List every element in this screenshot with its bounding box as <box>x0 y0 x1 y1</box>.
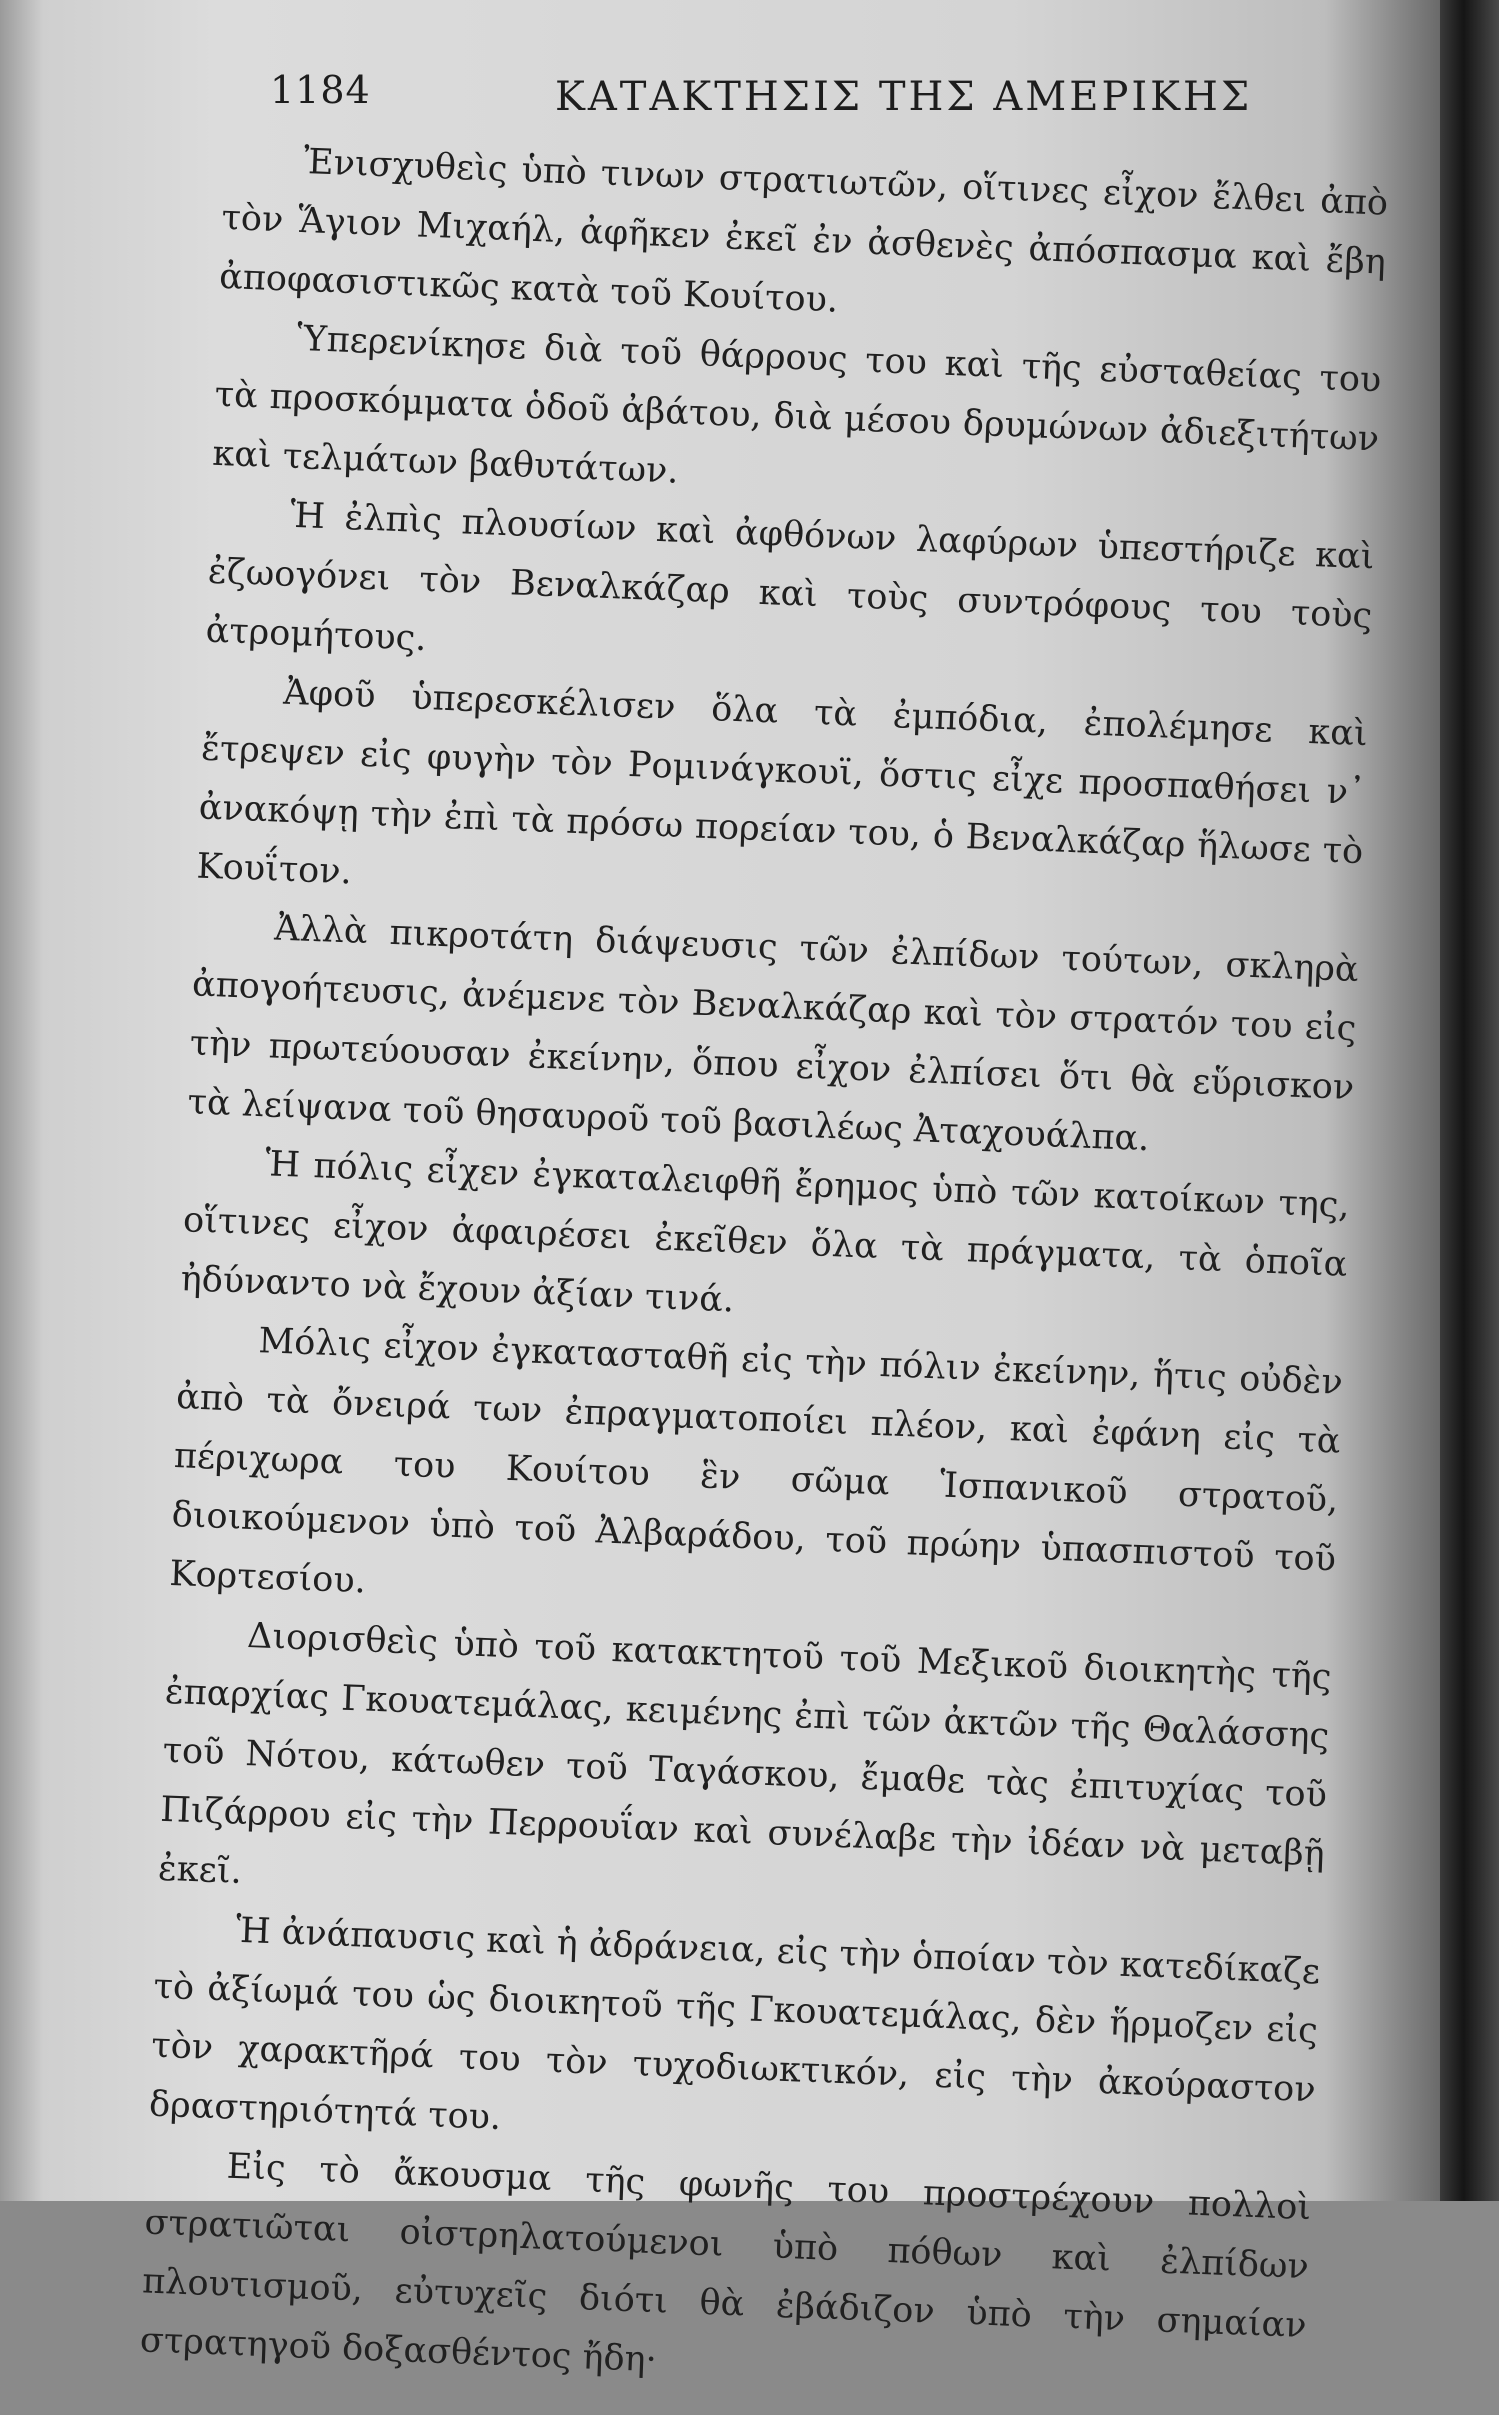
paragraph: Ἐνισχυθεὶς ὑπὸ τινων στρατιωτῶν, οἵτινες εἶχον ἔλθει ἀπὸ τὸν Ἅγιον Μιχαήλ, ἀφῆκεν ἐκεῖ ἐν ἀσθενὲς ἀπόσπασμα καὶ ἔβη ἀποφασιστικῶς κατὰ τοῦ Κουίτου. <box>218 142 1389 321</box>
paragraph: Εἰς τὸ ἄκουσμα τῆς φωνῆς του προστρέχουν πολλοὶ στρατιῶται οἰστρηλατούμενοι ὑπὸ πόθων καὶ ἐλπίδων πλουτισμοῦ, εὐτυχεῖς διότι θὰ ἐβάδιζον ὑπὸ τὴν σημαίαν στρατηγοῦ δοξασθέντος ἤδη· <box>139 2146 1312 2381</box>
paragraph: Ἀφοῦ ὑπερεσκέλισεν ὅλα τὰ ἐμπόδια, ἐπολέμησε καὶ ἔτρεψεν εἰς φυγὴν τὸν Ρομινάγκουϊ, ὅστις εἶχε προσπαθήσει ν᾽ ἀνακόψῃ τὴν ἐπὶ τὰ πρόσω πορείαν του, ὁ Βεναλκάζαρ ἥλωσε τὸ Κουΐτον. <box>195 672 1369 893</box>
running-title: ΚΑΤΑΚΤΗΣΙΣ ΤΗΣ ΑΜΕΡΙΚΗΣ <box>555 74 1253 120</box>
paragraph: Ἡ ἀνάπαυσις καὶ ἡ ἀδράνεια, εἰς τὴν ὁποίαν τὸν κατεδίκαζε τὸ ἀξίωμά του ὡς διοικητοῦ τῆς Γκουατεμάλας, δὲν ἥρμοζεν εἰς τὸν χαρακτῆρά του τὸν τυχοδιωκτικόν, εἰς τὴν ἀκούραστον δραστηριότητά του. <box>148 1910 1321 2139</box>
paragraph: Ἡ πόλις εἶχεν ἐγκαταλειφθῆ ἔρημος ὑπὸ τῶν κατοίκων της, οἵτινες εἶχον ἀφαιρέσει ἐκεῖθεν ὅλα τὰ πράγματα, τὰ ὁποῖα ἠδύναντο νὰ ἔχουν ἀξίαν τινά. <box>180 1144 1351 1321</box>
paragraph: Ἀλλὰ πικροτάτη διάψευσις τῶν ἐλπίδων τούτων, σκληρὰ ἀπογοήτευσις, ἀνέμενε τὸν Βεναλκάζαρ καὶ τὸν στρατόν του εἰς τὴν πρωτεύουσαν ἐκείνην, ὅπου εἶχον ἐλπίσει ὅτι θὰ εὕρισκον τὰ λείψανα τοῦ θησαυροῦ τοῦ βασιλέως Ἀταχουάλπα. <box>186 908 1360 1160</box>
page-header <box>0 58 1440 138</box>
paragraph: Ἡ ἐλπὶς πλουσίων καὶ ἀφθόνων λαφύρων ὑπεστήριζε καὶ ἐζωογόνει τὸν Βεναλκάζαρ καὶ τοὺς συντρόφους του τοὺς ἀτρομήτους. <box>204 495 1376 660</box>
body-text <box>139 130 1389 2415</box>
book-spine-shadow <box>1440 0 1499 2201</box>
page-number: 1184 <box>270 68 371 112</box>
paragraph: Ὑπερενίκησε διὰ τοῦ θάρρους του καὶ τῆς εὐσταθείας του τὰ προσκόμματα ὁδοῦ ἀβάτου, διὰ μέσου δρυμώνων ἀδιεξιτήτων καὶ τελμάτων βαθυτάτων. <box>211 318 1383 492</box>
paragraph: Διορισθεὶς ὑπὸ τοῦ κατακτητοῦ τοῦ Μεξικοῦ διοικητὴς τῆς ἐπαρχίας Γκουατεμάλας, κειμένης ἐπὶ τῶν ἀκτῶν τῆς Θαλάσσης τοῦ Νότου, κάτωθεν τοῦ Ταγάσκου, ἔμαθε τὰς ἐπιτυχίας τοῦ Πιζάρρου εἰς τὴν Περρουΐαν καὶ συνέλαβε τὴν ἰδέαν νὰ μεταβῇ ἐκεῖ. <box>157 1615 1333 1892</box>
paragraph: Μόλις εἶχον ἐγκατασταθῆ εἰς τὴν πόλιν ἐκείνην, ἥτις οὐδὲν ἀπὸ τὰ ὄνειρά των ἐπραγματοποίει πλέον, καὶ ἐφάνη εἰς τὰ πέριχωρα του Κουίτου ἓν σῶμα Ἱσπανικοῦ στρατοῦ, διοικούμενον ὑπὸ τοῦ Ἀλβαράδου, τοῦ πρώην ὑπασπιστοῦ τοῦ Κορτεσίου. <box>168 1321 1344 1602</box>
